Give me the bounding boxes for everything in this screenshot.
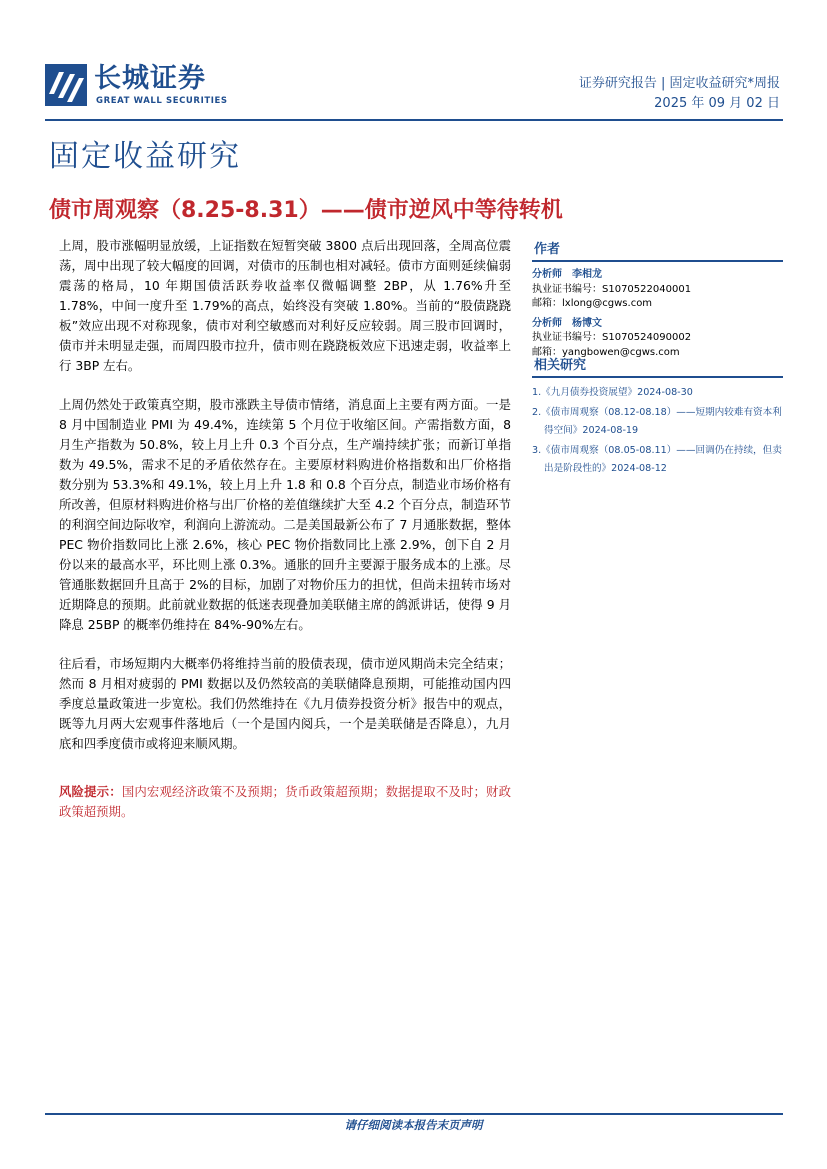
author-name-line (532, 317, 783, 332)
author-name: 李相龙 (572, 269, 602, 280)
authors-panel (532, 241, 783, 360)
related-divider (532, 376, 783, 378)
related-research-panel (532, 357, 783, 480)
logo-chinese-name: 长城证券 (94, 63, 206, 94)
authors-divider (532, 260, 783, 262)
related-research-list (532, 384, 783, 478)
related-research-item[interactable]: 2.《债市周观察（08.12-08.18）——短期内较难有资本利得空间》2024-08-19 (532, 407, 782, 436)
report-type: 证券研究报告 | 固定收益研究*周报 (578, 76, 780, 91)
header-divider (45, 119, 783, 121)
risk-label: 风险提示： (59, 784, 122, 799)
body-paragraph: 上周仍然处于政策真空期，股市涨跌主导债市情绪，消息面上主要有两方面。一是 8 月中国制造业 PMI 为 49.4%，连续第 5 个月位于收缩区间。产需指数方面，8 月生产指数为 50.8%，较上月上升 0.3 个百分点，生产端持续扩张；而新订单指数为 49.5%，需求不足的矛盾依然存在。主要原材料购进价格指数和出厂价格指数分别为 53.3%和 49.1%，较上月上升 1.8 和 0.8 个百分点，制造业市场价格有所改善，但原材料购进价格与出厂价格的差值继续扩大至 4.2 个百分点，制造环节的利润空间边际收窄，利润向上游流动。二是美国最新公布了 7 月通胀数据，整体 PEC 物价指数同比上涨 2.6%，核心 PEC 物价指数同比上涨 2.9%，创下自 2 月份以来的最高水平，环比则上涨 0.3%。通胀的回升主要源于服务成本的上涨。尽管通胀数据回升且高于 2%的目标，加剧了对物价压力的担忧，但尚未扭转市场对近期降息的预期。此前就业数据的低迷表现叠加美联储主席的鸽派讲话，使得 9 月降息 25BP 的概率仍维持在 84%-90%左右。 (59, 397, 511, 632)
author-name-line (532, 268, 783, 283)
related-research-item[interactable]: 3.《债市周观察（08.05-08.11）——回调仍在持续，但卖出是阶段性的》2024-08-12 (532, 445, 782, 474)
author-name: 杨博文 (572, 317, 602, 329)
risk-warning (59, 782, 511, 822)
great-wall-logo-icon (45, 64, 87, 106)
body-paragraph: 往后看，市场短期内大概率仍将维持当前的股债表现，债市逆风期尚未完全结束；然而 8 月相对疲弱的 PMI 数据以及仍然较高的美联储降息预期，可能推动国内四季度总量政策进一步宽松。我们仍然维持在《九月债券投资分析》报告中的观点，既等九月两大宏观事件落地后（一个是国内阅兵，一个是美联储是否降息），九月底和四季度债市或将迎来顺风期。 (59, 656, 511, 751)
author-email[interactable]: 邮箱：yangbowen@cgws.com (532, 346, 680, 358)
author-cert: 执业证书编号：S1070524090002 (532, 332, 692, 343)
body-paragraph: 上周，股市涨幅明显放缓，上证指数在短暂突破 3800 点后出现回落，全周高位震荡，周中出现了较大幅度的回调，对债市的压制也相对减轻。债市方面则延续偏弱震荡的格局，10 年期国债活跃券收益率仅微幅调整 2BP，从 1.76%升至 1.78%，中间一度升至 1.79%的高点，始终没有突破 1.80%。当前的“股债跷跷板”效应出现不对称现象，债市对利空敏感而对利好反应较弱。周三股市回调时，债市并未明显走强，而周四股市拉升，债市则在跷跷板效应下迅速走弱，收益率上行 3BP 左右。 (59, 238, 511, 373)
authors-heading: 作者 (534, 242, 561, 257)
logo-english-name: GREAT WALL SECURITIES (96, 96, 228, 106)
report-date: 2025 年 09 月 02 日 (654, 96, 780, 111)
section-title: 固定收益研究 (49, 139, 241, 174)
author-entry (532, 268, 783, 360)
author-cert: 执业证书编号：S1070522040001 (532, 283, 692, 295)
footer-disclaimer: 请仔细阅读本报告末页声明 (344, 1118, 483, 1132)
related-research-item[interactable]: 1.《九月债券投资展望》2024-08-30 (532, 387, 693, 398)
related-research-heading: 相关研究 (534, 358, 587, 373)
report-title: 债市周观察（8.25-8.31）——债市逆风中等待转机 (49, 198, 563, 223)
author-role: 分析师 (532, 317, 562, 329)
author-role: 分析师 (532, 269, 562, 280)
risk-text: 国内宏观经济政策不及预期；货币政策超预期；数据提取不及时；财政政策超预期。 (59, 784, 512, 819)
footer-divider (45, 1113, 783, 1115)
report-body (59, 236, 511, 841)
author-email[interactable]: 邮箱：lxlong@cgws.com (532, 298, 653, 309)
